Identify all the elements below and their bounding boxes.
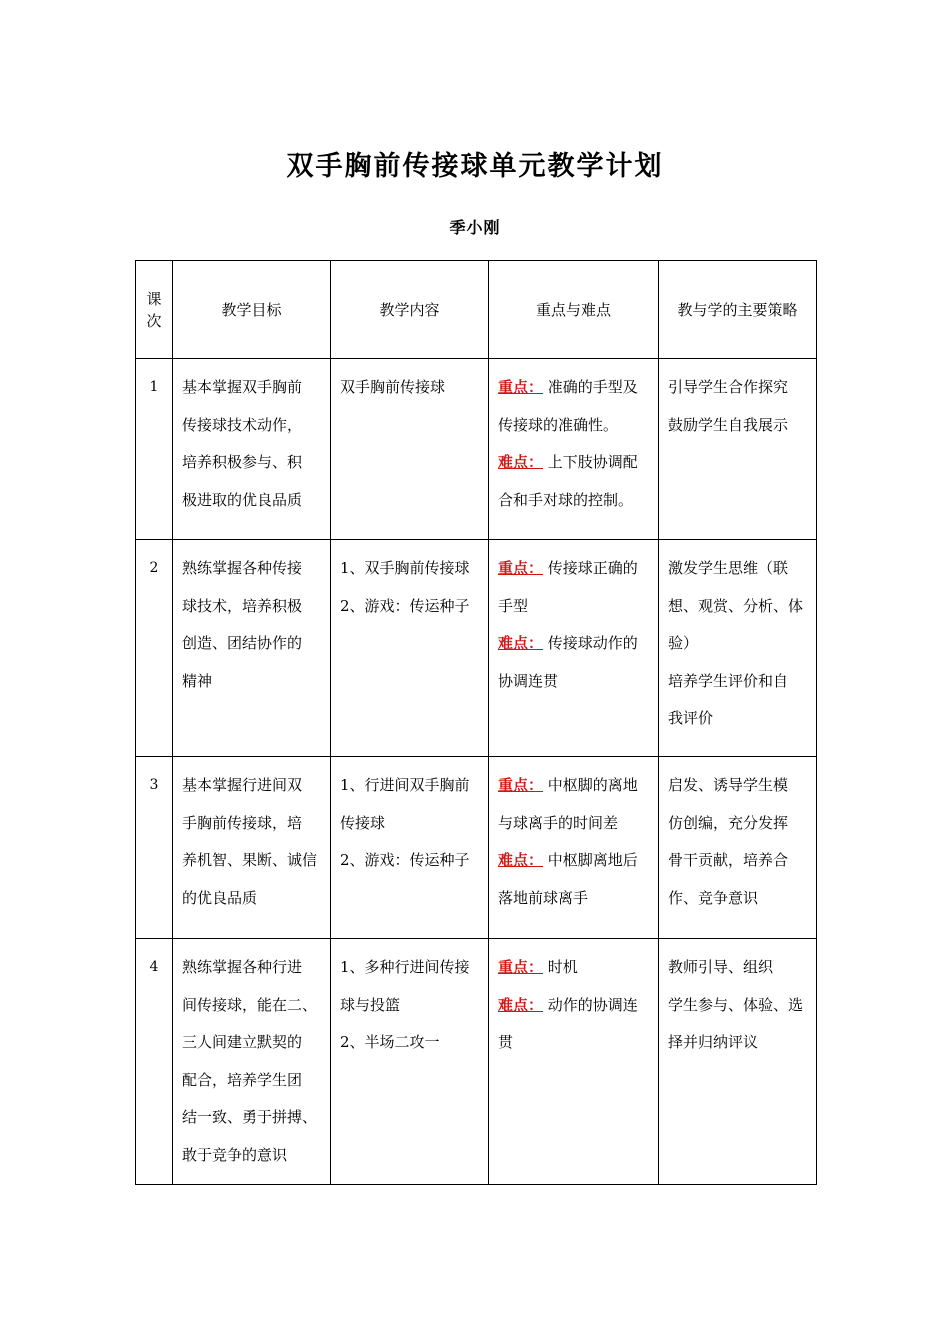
lesson-number: 4 <box>136 939 173 1185</box>
content-line: 1、多种行进间传接 <box>340 958 470 976</box>
objective-line: 三人间建立默契的 <box>182 1033 303 1051</box>
key-points-cell <box>489 359 659 540</box>
strategy-line: 作、竞争意识 <box>668 888 759 907</box>
difficulty-text: 传接球动作的 <box>543 634 638 652</box>
strategy-line: 培养学生评价和自 <box>668 671 789 690</box>
header-key-points: 重点与难点 <box>489 261 659 359</box>
difficulty-text: 上下肢协调配 <box>543 453 638 471</box>
difficulty-label: 难点： <box>498 634 544 652</box>
objective-line: 间传接球，能在二、 <box>182 995 318 1014</box>
table-row <box>136 757 817 939</box>
difficulty-label: 难点： <box>498 453 544 471</box>
objectives-cell <box>173 540 331 757</box>
strategy-line: 鼓励学生自我展示 <box>668 415 789 434</box>
objective-line: 配合，培养学生团 <box>182 1070 303 1089</box>
difficulty-text: 中枢脚离地后 <box>543 851 638 869</box>
strategies-cell <box>659 757 817 939</box>
strategies-cell <box>659 359 817 540</box>
difficulty-text: 合和手对球的控制。 <box>498 490 634 509</box>
header-lesson-line2: 次 <box>146 311 162 330</box>
strategy-line: 想、观赏、分析、体 <box>668 596 804 615</box>
difficulty-line <box>498 625 649 663</box>
strategy-line: 学生参与、体验、选 <box>668 995 804 1014</box>
strategy-line: 择并归纳评议 <box>668 1033 759 1051</box>
key-point-text: 中枢脚的离地 <box>543 776 638 794</box>
key-point-label: 重点： <box>498 378 544 396</box>
key-points-cell <box>489 540 659 757</box>
content-line: 2、游戏：传运种子 <box>340 851 470 869</box>
author-name: 季小刚 <box>449 218 501 237</box>
content-cell <box>331 359 489 540</box>
key-point-text: 准确的手型及 <box>543 378 638 396</box>
content-line: 1、行进间双手胸前 <box>340 776 470 794</box>
key-point-label: 重点： <box>498 958 544 976</box>
key-point-text: 与球离手的时间差 <box>498 813 619 832</box>
key-point-text: 传接球正确的 <box>543 559 638 577</box>
content-cell <box>331 757 489 939</box>
key-point-label: 重点： <box>498 559 544 577</box>
strategy-line: 引导学生合作探究 <box>668 378 789 396</box>
lesson-number: 3 <box>136 757 173 939</box>
header-row <box>136 261 817 359</box>
header-content: 教学内容 <box>331 261 489 359</box>
header-lesson <box>136 261 173 359</box>
content-cell <box>331 540 489 757</box>
lesson-number: 2 <box>136 540 173 757</box>
key-point-text: 手型 <box>498 596 529 615</box>
objectives-cell <box>173 939 331 1185</box>
difficulty-line <box>498 444 649 482</box>
table-row <box>136 939 817 1185</box>
difficulty-text: 贯 <box>498 1033 514 1051</box>
objectives-cell <box>173 757 331 939</box>
table-row <box>136 359 817 540</box>
objective-line: 敢于竞争的意识 <box>182 1145 288 1164</box>
objective-line: 基本掌握双手胸前 <box>182 378 303 396</box>
objective-line: 养机智、果断、诚信 <box>182 851 318 869</box>
objective-line: 基本掌握行进间双 <box>182 776 303 794</box>
content-line: 双手胸前传接球 <box>340 378 446 396</box>
objectives-cell <box>173 359 331 540</box>
strategy-line: 教师引导、组织 <box>668 958 774 976</box>
strategy-line: 骨干贡献，培养合 <box>668 851 789 869</box>
key-point-line <box>498 369 649 407</box>
key-points-cell <box>489 757 659 939</box>
difficulty-text: 协调连贯 <box>498 671 559 690</box>
strategies-cell <box>659 939 817 1185</box>
key-point-line <box>498 767 649 805</box>
objective-line: 熟练掌握各种传接 <box>182 559 303 577</box>
key-point-text: 时机 <box>543 958 578 976</box>
objective-line: 创造、团结协作的 <box>182 634 303 652</box>
content-line: 1、双手胸前传接球 <box>340 559 470 577</box>
difficulty-label: 难点： <box>498 995 544 1014</box>
objective-line: 结一致、勇于拼搏、 <box>182 1108 318 1126</box>
strategy-line: 验） <box>668 634 699 652</box>
strategy-line: 仿创编，充分发挥 <box>668 813 789 832</box>
difficulty-text: 落地前球离手 <box>498 888 589 907</box>
difficulty-line <box>498 842 649 880</box>
objective-line: 传接球技术动作， <box>182 415 303 434</box>
content-line: 球与投篮 <box>340 995 401 1014</box>
header-lesson-line1: 课 <box>146 289 162 308</box>
objective-line: 精神 <box>182 671 213 690</box>
key-point-line <box>498 949 649 987</box>
objective-line: 极进取的优良品质 <box>182 490 303 509</box>
content-line: 传接球 <box>340 813 386 832</box>
key-point-label: 重点： <box>498 776 544 794</box>
difficulty-line <box>498 987 649 1025</box>
table-row <box>136 540 817 757</box>
header-objectives: 教学目标 <box>173 261 331 359</box>
content-cell <box>331 939 489 1185</box>
strategy-line: 激发学生思维（联 <box>668 559 789 577</box>
lesson-number: 1 <box>136 359 173 540</box>
page-title: 双手胸前传接球单元教学计划 <box>286 151 664 182</box>
difficulty-text: 动作的协调连 <box>543 995 638 1014</box>
key-point-line <box>498 550 649 588</box>
key-point-text: 传接球的准确性。 <box>498 415 619 434</box>
strategies-cell <box>659 540 817 757</box>
objective-line: 手胸前传接球，培 <box>182 813 303 832</box>
strategy-line: 我评价 <box>668 709 714 727</box>
content-line: 2、半场二攻一 <box>340 1033 440 1051</box>
lesson-plan-table <box>135 260 817 1185</box>
objective-line: 的优良品质 <box>182 888 258 907</box>
header-strategies: 教与学的主要策略 <box>659 261 817 359</box>
objective-line: 熟练掌握各种行进 <box>182 958 303 976</box>
objective-line: 培养积极参与、积 <box>182 453 303 471</box>
table-body <box>136 359 817 1185</box>
content-line: 2、游戏：传运种子 <box>340 596 470 615</box>
key-points-cell <box>489 939 659 1185</box>
strategy-line: 启发、诱导学生模 <box>668 776 789 794</box>
objective-line: 球技术，培养积极 <box>182 596 303 615</box>
difficulty-label: 难点： <box>498 851 544 869</box>
